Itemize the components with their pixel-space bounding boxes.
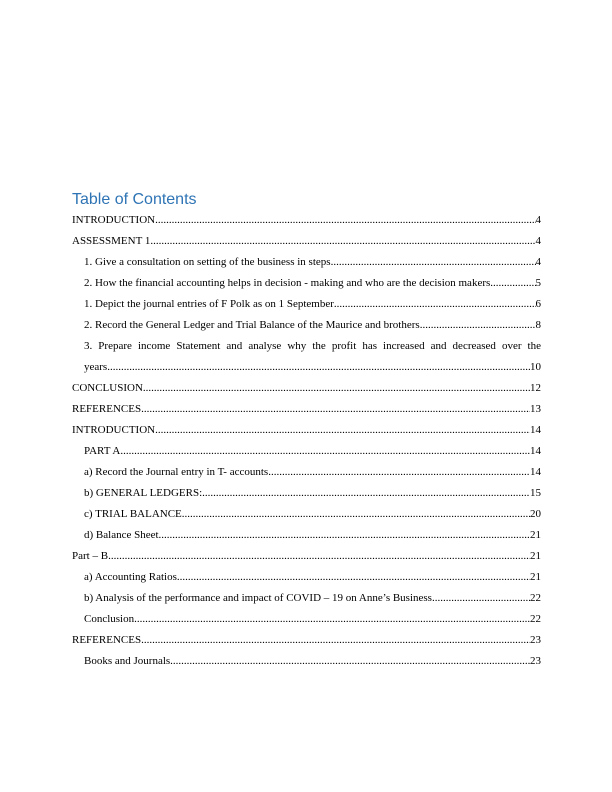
toc-entry-text: ASSESSMENT 1: [72, 235, 151, 247]
toc-entry-page: 4: [535, 235, 541, 247]
toc-entry[interactable]: [72, 336, 541, 378]
toc-entry-page: 4: [535, 214, 541, 226]
dot-leader: [155, 210, 535, 231]
toc-entry-page: 21: [530, 571, 541, 583]
toc-entry-page: 13: [530, 403, 541, 415]
toc-entry-page: 6: [535, 298, 541, 310]
toc-entry-text: Books and Journals: [84, 655, 171, 667]
toc-entry-text-continued: years: [84, 361, 108, 373]
toc-entry[interactable]: [72, 441, 541, 462]
toc-entry-text: Conclusion: [84, 613, 135, 625]
toc-entry-page: 20: [530, 508, 541, 520]
dot-leader: [141, 630, 530, 651]
dot-leader: [432, 588, 530, 609]
dot-leader: [268, 462, 530, 483]
toc-entry-text: a) Record the Journal entry in T- accounts: [84, 466, 269, 478]
dot-leader: [490, 273, 535, 294]
toc-entry-page: 14: [530, 445, 541, 457]
dot-leader: [420, 315, 536, 336]
toc-entry-page: 10: [530, 361, 541, 373]
toc-heading: Table of Contents: [72, 191, 197, 208]
toc-entry-text: b) Analysis of the performance and impact of COVID – 19 on Anne’s Business: [84, 592, 432, 604]
toc-entry[interactable]: [72, 651, 541, 672]
toc-entry-page: 14: [530, 466, 541, 478]
toc-entry[interactable]: [72, 378, 541, 399]
toc-entry-text: 1. Give a consultation on setting of the business in steps: [84, 256, 331, 268]
toc-entry-page: 21: [530, 529, 541, 541]
toc-entry-text: 2. Record the General Ledger and Trial Balance of the Maurice and brothers: [84, 319, 420, 331]
toc-entry-text: a) Accounting Ratios: [84, 571, 177, 583]
toc-entry[interactable]: [72, 546, 541, 567]
dot-leader: [159, 525, 530, 546]
dot-leader: [108, 546, 530, 567]
toc-entry-page: 8: [535, 319, 541, 331]
toc-entry-text: REFERENCES: [72, 634, 142, 646]
toc-entry-text: d) Balance Sheet: [84, 529, 159, 541]
dot-leader: [141, 399, 530, 420]
toc-entry-text: 1. Depict the journal entries of F Polk as on 1 September: [84, 298, 334, 310]
toc-entry-text: PART A: [84, 445, 121, 457]
toc-entry[interactable]: [72, 399, 541, 420]
toc-entry[interactable]: [72, 504, 541, 525]
toc-entry-text: c) TRIAL BALANCE: [84, 508, 182, 520]
toc-entry-page: 5: [535, 277, 541, 289]
dot-leader: [150, 231, 535, 252]
toc-list: [72, 210, 541, 672]
dot-leader: [170, 651, 530, 672]
toc-entry[interactable]: [72, 630, 541, 651]
toc-entry[interactable]: [72, 273, 541, 294]
toc-entry-page: 22: [530, 592, 541, 604]
toc-entry-page: 23: [530, 634, 541, 646]
toc-entry[interactable]: [72, 420, 541, 441]
toc-entry-text: 3. Prepare income Statement and analyse why the profit has increased and decreased over the: [84, 340, 541, 352]
toc-entry[interactable]: [72, 294, 541, 315]
toc-entry-page: 23: [530, 655, 541, 667]
dot-leader: [134, 609, 530, 630]
toc-entry-text: INTRODUCTION: [72, 424, 156, 436]
toc-entry-text: 2. How the financial accounting helps in decision - making and who are the decision makers: [84, 277, 491, 289]
toc-entry[interactable]: [72, 210, 541, 231]
toc-entry[interactable]: [72, 231, 541, 252]
dot-leader: [331, 252, 536, 273]
toc-entry-page: 21: [530, 550, 541, 562]
toc-entry[interactable]: [72, 252, 541, 273]
dot-leader: [182, 504, 530, 525]
dot-leader: [334, 294, 536, 315]
toc-entry-text: CONCLUSION: [72, 382, 143, 394]
dot-leader: [202, 483, 530, 504]
toc-entry[interactable]: [72, 483, 541, 504]
toc-entry[interactable]: [72, 609, 541, 630]
toc-entry-text: Part – B: [72, 550, 109, 562]
toc-entry[interactable]: [72, 462, 541, 483]
dot-leader: [155, 420, 530, 441]
toc-entry-page: 14: [530, 424, 541, 436]
toc-entry-text: b) GENERAL LEDGERS:: [84, 487, 203, 499]
toc-entry[interactable]: [72, 525, 541, 546]
toc-entry-text: INTRODUCTION: [72, 214, 156, 226]
dot-leader: [120, 441, 530, 462]
toc-entry-page: 22: [530, 613, 541, 625]
dot-leader: [107, 357, 530, 378]
toc-entry-page: 15: [530, 487, 541, 499]
toc-entry[interactable]: [72, 567, 541, 588]
toc-entry-page: 4: [535, 256, 541, 268]
toc-entry-text: REFERENCES: [72, 403, 142, 415]
toc-entry[interactable]: [72, 315, 541, 336]
dot-leader: [143, 378, 530, 399]
toc-entry[interactable]: [72, 588, 541, 609]
dot-leader: [177, 567, 530, 588]
toc-entry-page: 12: [530, 382, 541, 394]
